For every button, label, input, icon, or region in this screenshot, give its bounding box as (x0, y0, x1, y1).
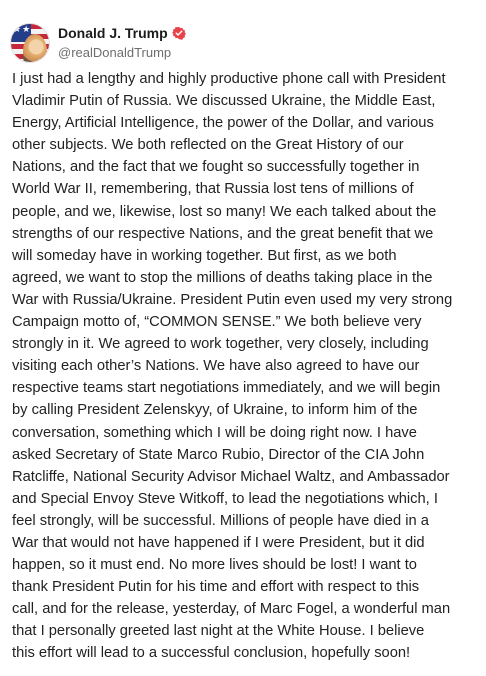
post-text-line: feel strongly, will be successful. Millions of people have died in a (12, 512, 429, 529)
author-info (58, 24, 186, 62)
post-text-line: by calling President Zelenskyy, of Ukraine, to inform him of the (12, 402, 418, 419)
post-text-line: War that would not have happened if I were President, but it did (12, 534, 425, 551)
post-text-line: Campaign motto of, “COMMON SENSE.” We both believe very (12, 314, 422, 331)
post-text-line: Vladimir Putin of Russia. We discussed Ukraine, the Middle East, (12, 93, 436, 110)
post-text-line: World War II, remembering, that Russia lost tens of millions of (12, 181, 414, 198)
flag-stars-icon: ★★ (13, 24, 32, 34)
post-text-line: call, and for the release, yesterday, of Marc Fogel, a wonderful man (12, 601, 451, 618)
avatar[interactable] (10, 23, 50, 63)
post-text-line: asked Secretary of State Marco Rubio, Director of the CIA John (12, 446, 425, 463)
post-text-line: conversation, something which I will be doing right now. I have (12, 424, 417, 441)
post-text-line: Ratcliffe, National Security Advisor Michael Waltz, and Ambassador (12, 468, 450, 485)
user-handle[interactable]: @realDonaldTrump (58, 45, 172, 60)
post-header (10, 21, 186, 65)
post-text-line: this effort will lead to a successful conclusion, hopefully soon! (12, 645, 411, 662)
post-body (12, 68, 482, 665)
post-text-line: people, and we, likewise, lost so many! We each talked about the (12, 203, 437, 220)
post-text-line: will someday have in working together. But first, as we both (12, 247, 397, 264)
post-text-line: agreed, we want to stop the millions of deaths taking place in the (12, 269, 433, 286)
post-text-line: happen, so it must end. No more lives should be lost! I want to (12, 557, 417, 574)
post-text-line: that I personally greeted last night at the White House. I believe (12, 623, 425, 640)
post-text-line: visiting each other’s Nations. We have also agreed to have our (12, 358, 420, 375)
post-text-line: strongly in it. We agreed to work together, very closely, including (12, 336, 429, 353)
profile-portrait (23, 34, 47, 63)
post-text-line: strengths of our respective Nations, and the great benefit that we (12, 225, 434, 242)
post-text-line: respective teams start negotiations immediately, and we will begin (12, 380, 441, 397)
post-text-line: other subjects. We both reflected on the Great History of our (12, 137, 404, 154)
display-name[interactable]: Donald J. Trump (58, 25, 168, 41)
post-text-line: I just had a lengthy and highly productive phone call with President (12, 71, 446, 87)
post-text-line: thank President Putin for his time and effort with respect to this (12, 579, 420, 596)
name-row (58, 24, 186, 42)
post-text-line: Nations, and the fact that we fought so successfully together in (12, 159, 420, 176)
verified-badge-icon (172, 26, 186, 40)
post-text-line: Energy, Artificial Intelligence, the power of the Dollar, and various (12, 115, 434, 132)
post-text-line: and Special Envoy Steve Witkoff, to lead the negotiations which, I (12, 490, 438, 507)
post-text-line: War with Russia/Ukraine. President Putin even used my very strong (12, 291, 453, 308)
